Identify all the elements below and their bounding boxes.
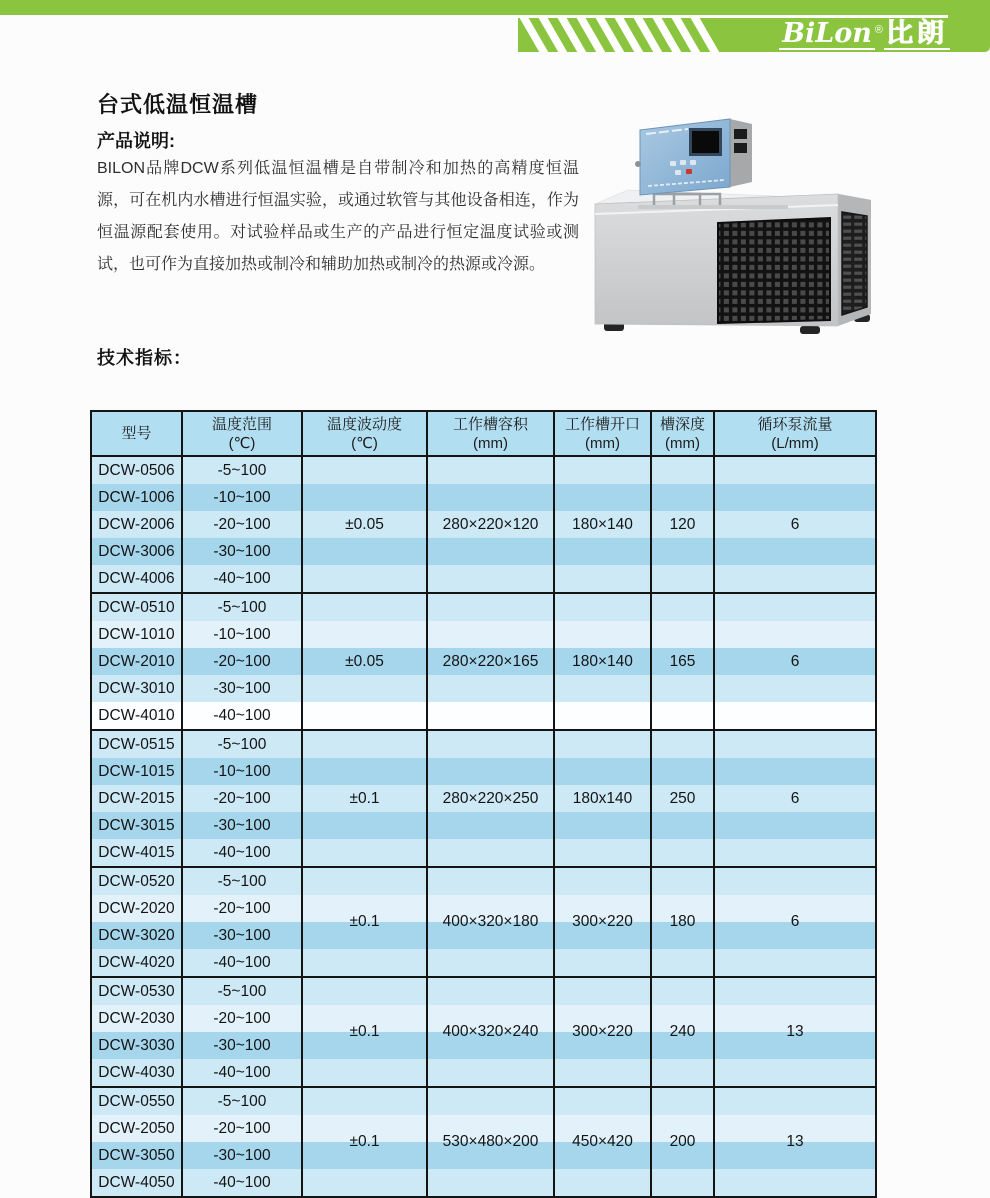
- model-cell: DCW-2030: [98, 1009, 175, 1027]
- header-line1: 循环泵流量: [757, 415, 833, 433]
- range-cell: -5~100: [217, 598, 267, 616]
- model-cell: DCW-0550: [98, 1092, 175, 1110]
- volume-cell: 280×220×250: [428, 731, 555, 866]
- header-line2: (℃): [351, 434, 378, 452]
- model-cell: DCW-0530: [98, 982, 175, 1000]
- model-column: [92, 457, 183, 592]
- opening-cell: 300×220: [555, 868, 652, 976]
- range-cell: -30~100: [213, 679, 271, 697]
- registered-mark-icon: ®: [874, 24, 883, 36]
- header-cell-6: [652, 412, 715, 455]
- range-column: [183, 457, 303, 592]
- volume-cell: 530×480×200: [428, 1088, 555, 1196]
- model-cell: DCW-2006: [98, 515, 175, 533]
- model-cell: DCW-2015: [98, 789, 175, 807]
- range-cell: -5~100: [217, 872, 267, 890]
- header-line2: (mm): [585, 434, 620, 452]
- fluctuation-cell: ±0.1: [303, 731, 428, 866]
- header-cell-2: [183, 412, 303, 455]
- spec-group-6: [92, 1088, 875, 1196]
- opening-cell: 450×420: [555, 1088, 652, 1196]
- fluctuation-cell: ±0.1: [303, 868, 428, 976]
- header-line2: (mm): [665, 434, 700, 452]
- opening-cell: 180×140: [555, 594, 652, 729]
- product-description-heading: 产品说明:: [97, 131, 175, 151]
- range-cell: -20~100: [213, 1009, 271, 1027]
- volume-cell: 400×320×180: [428, 868, 555, 976]
- volume-cell: 280×220×120: [428, 457, 555, 592]
- range-cell: -30~100: [213, 816, 271, 834]
- group-columns: [92, 731, 875, 866]
- fluctuation-cell: ±0.05: [303, 594, 428, 729]
- spec-table: [90, 410, 877, 1198]
- model-cell: DCW-4050: [98, 1173, 175, 1191]
- range-cell: -5~100: [217, 982, 267, 1000]
- fluctuation-cell: ±0.1: [303, 978, 428, 1086]
- header-line1: 工作槽容积: [452, 415, 528, 433]
- opening-cell: 180x140: [555, 731, 652, 866]
- range-cell: -30~100: [213, 1036, 271, 1054]
- header-line1: 温度范围: [211, 415, 272, 433]
- model-cell: DCW-1015: [98, 762, 175, 780]
- model-cell: DCW-0506: [98, 461, 175, 479]
- model-cell: DCW-4006: [98, 569, 175, 587]
- range-column: [183, 1088, 303, 1196]
- depth-cell: 250: [652, 731, 715, 866]
- model-cell: DCW-4020: [98, 953, 175, 971]
- range-cell: -10~100: [213, 762, 271, 780]
- model-cell: DCW-0515: [98, 735, 175, 753]
- header-cell-1: [92, 412, 183, 455]
- range-cell: -5~100: [217, 1092, 267, 1110]
- depth-cell: 200: [652, 1088, 715, 1196]
- brand-logo-script: BiLon: [779, 19, 875, 50]
- range-cell: -10~100: [213, 488, 271, 506]
- depth-cell: 240: [652, 978, 715, 1086]
- range-cell: -40~100: [213, 1063, 271, 1081]
- range-column: [183, 978, 303, 1086]
- group-columns: [92, 868, 875, 976]
- spec-group-1: [92, 457, 875, 594]
- spec-group-2: [92, 594, 875, 731]
- range-cell: -40~100: [213, 1173, 271, 1191]
- model-cell: DCW-4010: [98, 706, 175, 724]
- bath-machine-illustration: [578, 102, 963, 334]
- brand-logo-cjk: 比朗: [886, 18, 948, 48]
- model-cell: DCW-3050: [98, 1146, 175, 1164]
- range-cell: -30~100: [213, 926, 271, 944]
- model-column: [92, 594, 183, 729]
- spec-table-header: [92, 412, 875, 457]
- volume-cell: 280×220×165: [428, 594, 555, 729]
- product-photo: [578, 102, 963, 334]
- range-cell: -30~100: [213, 1146, 271, 1164]
- spec-group-4: [92, 868, 875, 978]
- spec-heading: 技术指标：: [97, 348, 192, 368]
- flow-cell: 6: [790, 515, 800, 533]
- model-cell: DCW-2010: [98, 652, 175, 670]
- header-line1: 槽深度: [659, 415, 705, 433]
- group-columns: [92, 457, 875, 592]
- flow-cell: 6: [790, 789, 800, 807]
- range-column: [183, 594, 303, 729]
- range-cell: -20~100: [213, 789, 271, 807]
- flow-cell: 13: [786, 1133, 804, 1150]
- model-cell: DCW-3015: [98, 816, 175, 834]
- model-cell: DCW-1010: [98, 625, 175, 643]
- model-cell: DCW-3006: [98, 542, 175, 560]
- range-cell: -20~100: [213, 899, 271, 917]
- fluctuation-cell: ±0.05: [303, 457, 428, 592]
- range-cell: -20~100: [213, 652, 271, 670]
- product-description-text: BILON品牌DCW系列低温恒温槽是自带制冷和加热的高精度恒温源，可在机内水槽进行恒温实验，或通过软管与其他设备相连，作为恒温源配套使用。对试验样品或生产的产品进行恒定温度试验或测试，也可作为直接加热或制冷和辅助加热或制冷的热源或冷源。: [97, 160, 579, 273]
- header-line2: (L/mm): [771, 434, 819, 452]
- model-cell: DCW-2050: [98, 1119, 175, 1137]
- range-cell: -20~100: [213, 1119, 271, 1137]
- model-cell: DCW-0510: [98, 598, 175, 616]
- brand-logo: [779, 19, 950, 50]
- model-cell: DCW-0520: [98, 872, 175, 890]
- range-cell: -40~100: [213, 953, 271, 971]
- model-cell: DCW-1006: [98, 488, 175, 506]
- fluctuation-cell: ±0.1: [303, 1088, 428, 1196]
- group-columns: [92, 1088, 875, 1196]
- header-line1: 工作槽开口: [564, 415, 640, 433]
- range-cell: -5~100: [217, 735, 267, 753]
- model-cell: DCW-4030: [98, 1063, 175, 1081]
- range-column: [183, 868, 303, 976]
- group-columns: [92, 978, 875, 1086]
- header-cell-5: [555, 412, 652, 455]
- range-cell: -30~100: [213, 542, 271, 560]
- opening-cell: 180×140: [555, 457, 652, 592]
- model-column: [92, 1088, 183, 1196]
- model-cell: DCW-3010: [98, 679, 175, 697]
- model-cell: DCW-4015: [98, 843, 175, 861]
- model-column: [92, 868, 183, 976]
- range-cell: -40~100: [213, 706, 271, 724]
- range-column: [183, 731, 303, 866]
- page-title: 台式低温恒温槽: [97, 92, 259, 117]
- header-line2: (mm): [473, 434, 508, 452]
- header-line2: (℃): [228, 434, 256, 452]
- header-line1: 温度波动度: [326, 415, 402, 433]
- range-cell: -40~100: [213, 843, 271, 861]
- spec-group-5: [92, 978, 875, 1088]
- model-cell: DCW-2020: [98, 899, 175, 917]
- spec-group-3: [92, 731, 875, 868]
- header-cell-7: [715, 412, 875, 455]
- spec-table-body: [92, 457, 875, 1196]
- depth-cell: 180: [652, 868, 715, 976]
- range-cell: -20~100: [213, 515, 271, 533]
- model-cell: DCW-3030: [98, 1036, 175, 1054]
- opening-cell: 300×220: [555, 978, 652, 1086]
- model-cell: DCW-3020: [98, 926, 175, 944]
- flow-cell: 13: [786, 1023, 804, 1040]
- range-cell: -40~100: [213, 569, 271, 587]
- model-column: [92, 978, 183, 1086]
- header-cell-4: [428, 412, 555, 455]
- header-cell-3: [303, 412, 428, 455]
- header-line1: 型号: [121, 425, 152, 442]
- header-top-bar: [0, 0, 990, 15]
- volume-cell: 400×320×240: [428, 978, 555, 1086]
- model-column: [92, 731, 183, 866]
- group-columns: [92, 594, 875, 729]
- range-cell: -5~100: [217, 461, 267, 479]
- depth-cell: 120: [652, 457, 715, 592]
- flow-cell: 6: [790, 652, 800, 670]
- range-cell: -10~100: [213, 625, 271, 643]
- header-green-block: [518, 18, 990, 52]
- flow-cell: 6: [790, 913, 800, 930]
- depth-cell: 165: [652, 594, 715, 729]
